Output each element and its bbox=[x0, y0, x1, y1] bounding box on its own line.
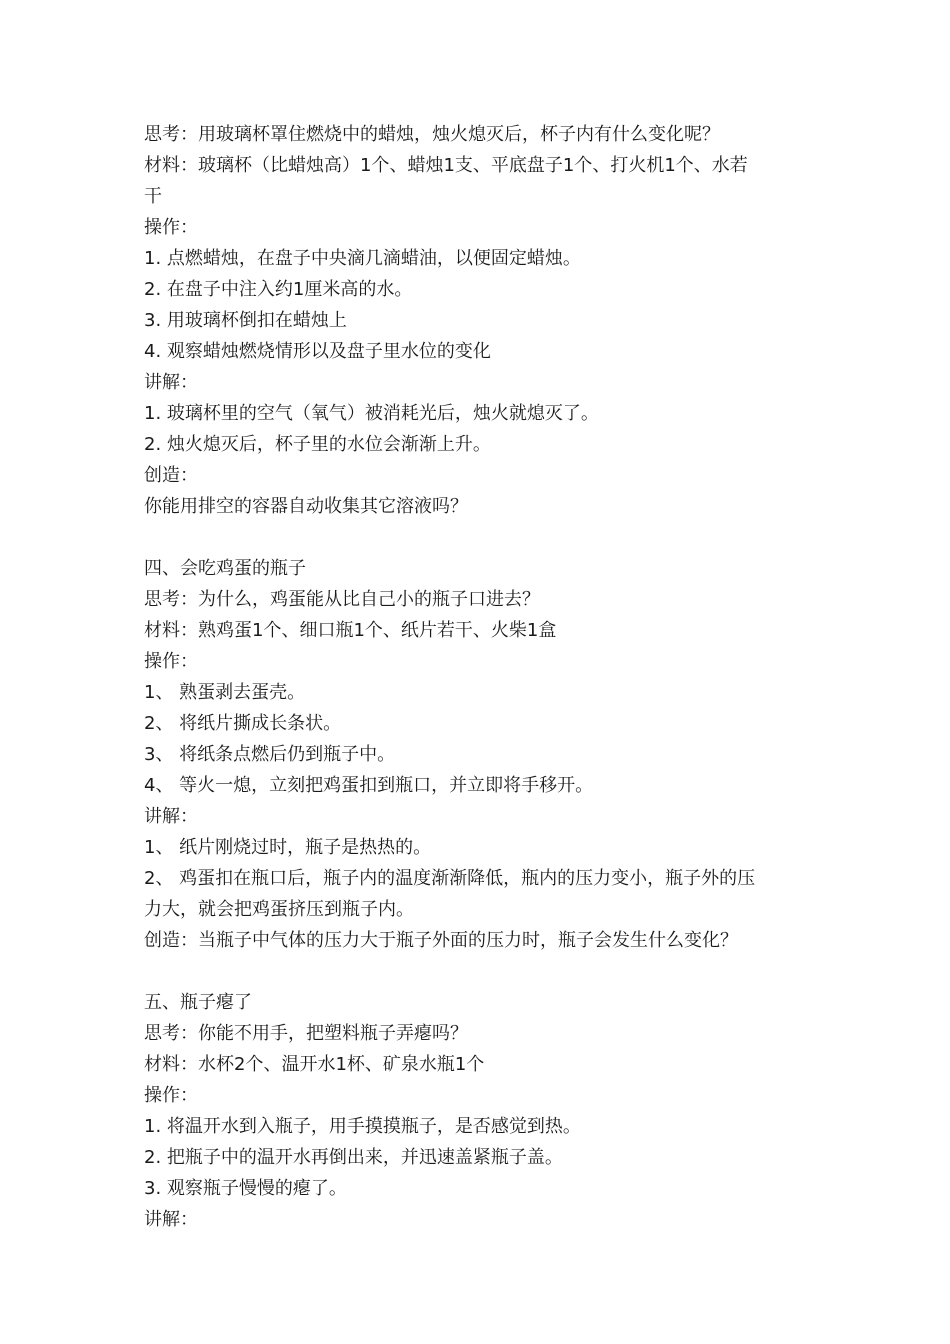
explanation-item: 1. 玻璃杯里的空气（氧气）被消耗光后，烛火就熄灭了。 bbox=[144, 403, 599, 424]
text-line: 干 bbox=[144, 186, 162, 207]
text-line: 材料：水杯2个、温开水1杯、矿泉水瓶1个 bbox=[144, 1054, 485, 1075]
step-item: 4. 观察蜡烛燃烧情形以及盘子里水位的变化 bbox=[144, 341, 491, 362]
section-label: 讲解： bbox=[144, 372, 198, 393]
step-item: 1. 点燃蜡烛，在盘子中央滴几滴蜡油，以便固定蜡烛。 bbox=[144, 248, 581, 269]
text-line: 创造：当瓶子中气体的压力大于瓶子外面的压力时，瓶子会发生什么变化？ bbox=[144, 930, 738, 951]
section-label: 操作： bbox=[144, 1085, 198, 1106]
blank-line bbox=[144, 956, 824, 987]
step-item: 4、 等火一熄，立刻把鸡蛋扣到瓶口，并立即将手移开。 bbox=[144, 775, 594, 796]
document-body bbox=[144, 119, 824, 1235]
step-item: 1、 熟蛋剥去蛋壳。 bbox=[144, 682, 306, 703]
step-item: 2. 把瓶子中的温开水再倒出来，并迅速盖紧瓶子盖。 bbox=[144, 1147, 563, 1168]
text-line: 思考：你能不用手，把塑料瓶子弄瘪吗？ bbox=[144, 1023, 468, 1044]
text-line: 思考：为什么，鸡蛋能从比自己小的瓶子口进去？ bbox=[144, 589, 540, 610]
explanation-item: 2、 鸡蛋扣在瓶口后，瓶子内的温度渐渐降低，瓶内的压力变小，瓶子外的压 bbox=[144, 868, 756, 889]
step-item: 1. 将温开水到入瓶子，用手摸摸瓶子，是否感觉到热。 bbox=[144, 1116, 581, 1137]
step-item: 3. 观察瓶子慢慢的瘪了。 bbox=[144, 1178, 347, 1199]
section-heading: 四、会吃鸡蛋的瓶子 bbox=[144, 558, 306, 579]
step-item: 2、 将纸片撕成长条状。 bbox=[144, 713, 342, 734]
section-heading: 五、瓶子瘪了 bbox=[144, 992, 252, 1013]
section-label: 创造： bbox=[144, 465, 198, 486]
explanation-item: 1、 纸片刚烧过时，瓶子是热热的。 bbox=[144, 837, 432, 858]
text-line: 你能用排空的容器自动收集其它溶液吗？ bbox=[144, 496, 468, 517]
text-line: 材料：熟鸡蛋1个、细口瓶1个、纸片若干、火柴1盒 bbox=[144, 620, 557, 641]
explanation-item: 2. 烛火熄灭后，杯子里的水位会渐渐上升。 bbox=[144, 434, 491, 455]
step-item: 3、 将纸条点燃后仍到瓶子中。 bbox=[144, 744, 396, 765]
section-label: 讲解： bbox=[144, 1209, 198, 1230]
section-label: 操作： bbox=[144, 651, 198, 672]
text-line: 材料：玻璃杯（比蜡烛高）1个、蜡烛1支、平底盘子1个、打火机1个、水若 bbox=[144, 155, 748, 176]
step-item: 2. 在盘子中注入约1厘米高的水。 bbox=[144, 279, 413, 300]
step-item: 3. 用玻璃杯倒扣在蜡烛上 bbox=[144, 310, 347, 331]
text-line: 思考：用玻璃杯罩住燃烧中的蜡烛，烛火熄灭后，杯子内有什么变化呢？ bbox=[144, 124, 720, 145]
section-label: 讲解： bbox=[144, 806, 198, 827]
text-line: 力大，就会把鸡蛋挤压到瓶子内。 bbox=[144, 899, 414, 920]
section-label: 操作： bbox=[144, 217, 198, 238]
blank-line bbox=[144, 522, 824, 553]
